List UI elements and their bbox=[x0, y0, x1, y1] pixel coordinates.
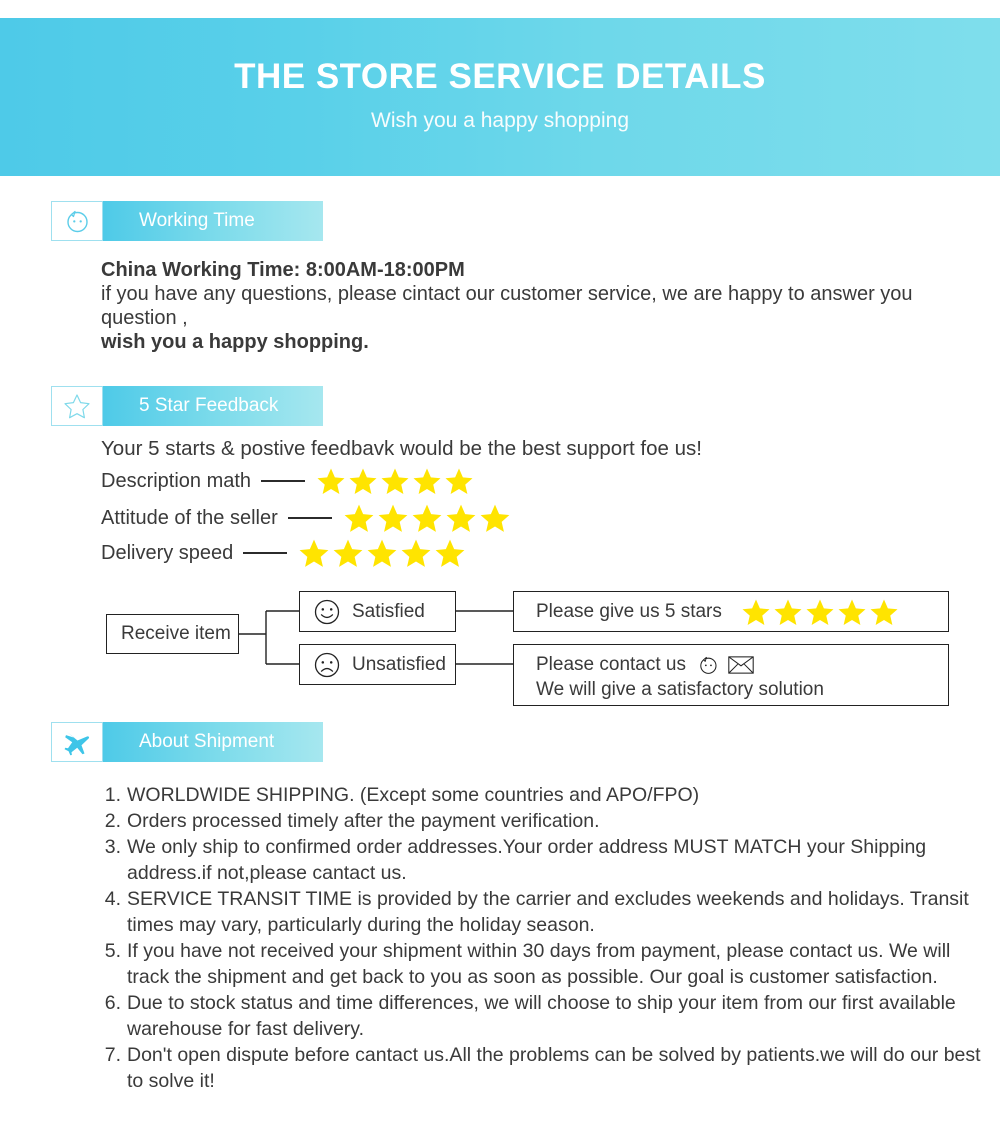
flow-box-satisfied bbox=[299, 591, 456, 632]
rating-label: Attitude of the seller bbox=[101, 506, 278, 529]
flow-box-label: Unsatisfied bbox=[352, 653, 446, 675]
list-item-number: 2. bbox=[104, 810, 121, 832]
list-item-text: Due to stock status and time differences, we will choose to ship your item from our first available warehouse for fast delivery. bbox=[127, 992, 956, 1040]
rating-connector bbox=[243, 552, 287, 554]
rating-connector bbox=[261, 480, 305, 482]
feedback-headline: Your 5 starts & postive feedbavk would be the best support foe us! bbox=[101, 437, 702, 460]
list-item-number: 3. bbox=[104, 836, 121, 858]
list-item-number: 7. bbox=[104, 1044, 121, 1066]
flow-box-sublabel: We will give a satisfactory solution bbox=[536, 679, 824, 700]
section-label-working-time: Working Time bbox=[103, 201, 323, 241]
list-item bbox=[101, 782, 981, 808]
airplane-icon bbox=[51, 722, 103, 762]
flow-box-unsatisfied bbox=[299, 644, 456, 685]
flow-box-label: Satisfied bbox=[352, 600, 425, 622]
page-title: THE STORE SERVICE DETAILS bbox=[234, 57, 766, 96]
list-item bbox=[101, 808, 981, 834]
working-time-line2: if you have any questions, please cintact our customer service, we are happy to answer you question , bbox=[101, 283, 913, 329]
rating-stars bbox=[342, 502, 512, 534]
section-label-shipment: About Shipment bbox=[103, 722, 323, 762]
rating-label: Delivery speed bbox=[101, 541, 234, 564]
working-time-body bbox=[101, 258, 971, 354]
list-item bbox=[101, 938, 981, 990]
rating-stars bbox=[315, 466, 475, 496]
chat-face-icon bbox=[696, 653, 720, 677]
rating-row-description-math bbox=[101, 466, 475, 496]
list-item bbox=[101, 834, 981, 886]
section-header-working-time bbox=[51, 201, 323, 241]
list-item-text: If you have not received your shipment within 30 days from payment, please contact us. We will track the shipment and get back to you as soon as possible. Our goal is customer satisfaction. bbox=[127, 940, 951, 988]
airplane-icon-glyph bbox=[61, 728, 93, 756]
list-item-number: 5. bbox=[104, 940, 121, 962]
section-header-shipment bbox=[51, 722, 323, 762]
flow-result-stars bbox=[740, 597, 900, 627]
list-item-number: 6. bbox=[104, 992, 121, 1014]
list-item-text: WORLDWIDE SHIPPING. (Except some countries and APO/FPO) bbox=[127, 784, 700, 806]
list-item-number: 4. bbox=[104, 888, 121, 910]
working-time-line3: wish you a happy shopping. bbox=[101, 331, 369, 353]
section-label-feedback: 5 Star Feedback bbox=[103, 386, 323, 426]
rating-stars bbox=[297, 537, 467, 569]
rating-label: Description math bbox=[101, 469, 252, 492]
rating-row-attitude-of-the-seller bbox=[101, 503, 512, 533]
list-item bbox=[101, 886, 981, 938]
list-item-text: We only ship to confirmed order addresses.Your order address MUST MATCH your Shipping address.if not,please cantact us. bbox=[127, 836, 927, 884]
list-item-text: Orders processed timely after the payment verification. bbox=[127, 810, 600, 832]
list-item-text: Don't open dispute before cantact us.All the problems can be solved by patients.we will do our best to solve it! bbox=[127, 1044, 981, 1092]
list-item-text: SERVICE TRANSIT TIME is provided by the carrier and excludes weekends and holidays. Transit times may vary, particularly during the holiday season. bbox=[127, 888, 969, 936]
star-outline-icon-glyph bbox=[62, 391, 92, 421]
page-banner bbox=[0, 18, 1000, 176]
working-time-line1: China Working Time: 8:00AM-18:00PM bbox=[101, 259, 465, 281]
star-outline-icon bbox=[51, 386, 103, 426]
flow-box-label: Receive item bbox=[121, 623, 231, 644]
rating-row-delivery-speed bbox=[101, 538, 467, 568]
list-item-number: 1. bbox=[104, 784, 121, 806]
chat-face-icon bbox=[51, 201, 103, 241]
rating-connector bbox=[288, 517, 332, 519]
page-subtitle: Wish you a happy shopping bbox=[371, 108, 629, 132]
shipment-list bbox=[101, 782, 981, 1094]
section-header-feedback bbox=[51, 386, 323, 426]
smiley-face-icon bbox=[312, 597, 342, 627]
chat-face-icon-glyph bbox=[62, 206, 92, 236]
flow-box-unsatisfied-result bbox=[513, 644, 949, 706]
list-item bbox=[101, 1042, 981, 1094]
flow-box-satisfied-result bbox=[513, 591, 949, 632]
envelope-icon bbox=[728, 655, 754, 675]
contact-line bbox=[536, 653, 948, 677]
list-item bbox=[101, 990, 981, 1042]
frowning-face-icon bbox=[312, 650, 342, 680]
flow-box-label: Please give us 5 stars bbox=[536, 600, 722, 622]
flow-box-label: Please contact us bbox=[536, 654, 686, 675]
flow-box-receive-item bbox=[106, 614, 239, 654]
